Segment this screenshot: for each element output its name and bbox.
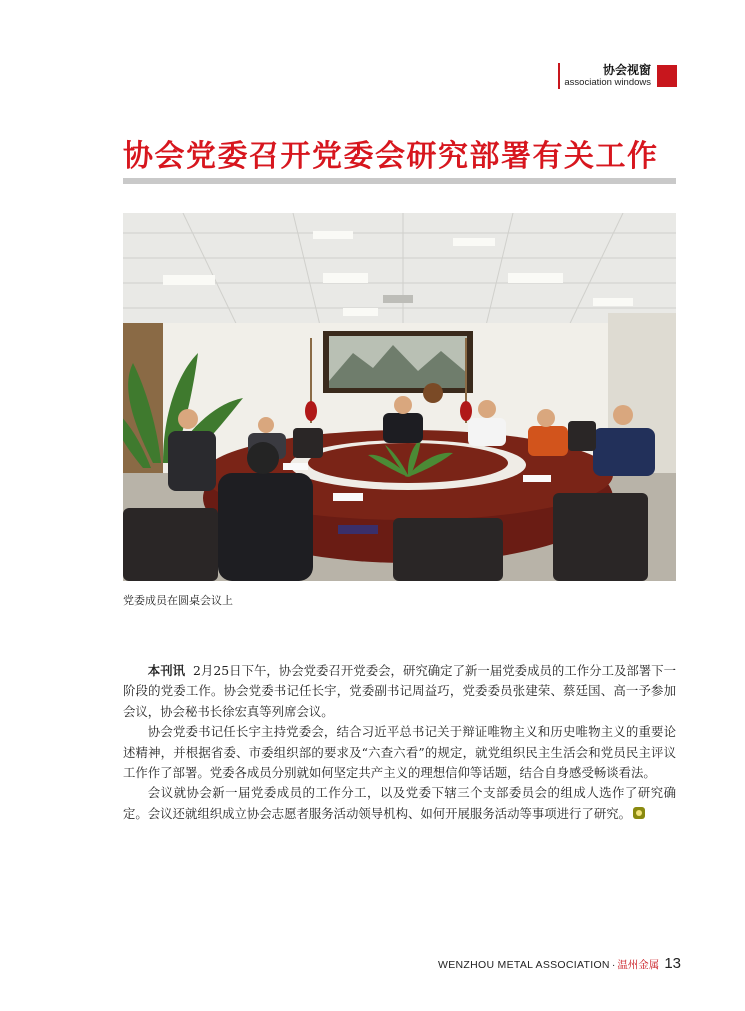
section-accent-square	[657, 65, 677, 87]
lead-label: 本刊讯	[147, 663, 186, 678]
section-header	[558, 63, 677, 89]
section-title-cn: 协会视窗	[602, 63, 651, 78]
section-header-text	[564, 63, 651, 89]
section-title-en: association windows	[564, 77, 651, 89]
footer-publication-cn: 温州金属	[617, 959, 660, 971]
paragraph-1	[123, 661, 676, 722]
article-body	[123, 661, 676, 824]
footer-separator: ·	[611, 959, 616, 971]
article-title: 协会党委召开党委会研究部署有关工作	[123, 139, 659, 174]
page-number: 13	[664, 955, 681, 972]
paragraph-3	[123, 783, 676, 824]
page-footer	[438, 955, 681, 972]
meeting-photo	[123, 213, 676, 581]
title-underline	[123, 178, 676, 184]
association-logo-icon	[633, 807, 645, 819]
footer-publication-en: WENZHOU METAL ASSOCIATION	[437, 959, 610, 971]
paragraph-1-text: 2月25日下午，协会党委召开党委会，研究确定了新一届党委成员的工作分工及部署下一阶段的党委工作。协会党委书记任长宇，党委副书记周益巧，党委委员张建荣、蔡廷国、高一予参加会议，协会秘书长徐宏真等列席会议。	[123, 663, 677, 719]
paragraph-2: 协会党委书记任长宇主持党委会，结合习近平总书记关于辩证唯物主义和历史唯物主义的重要论述精神，并根据省委、市委组织部的要求及“六查六看”的规定，就党组织民主生活会和党员民主评议工作作了部署。党委各成员分别就如何坚定共产主义的理想信仰等话题，结合自身感受畅谈看法。	[123, 724, 676, 781]
section-header-bar	[558, 63, 560, 89]
photo-caption: 党委成员在圆桌会议上	[123, 594, 233, 607]
paragraph-3-text: 会议就协会新一届党委成员的工作分工，以及党委下辖三个支部委员会的组成人选作了研究确定。会议还就组织成立协会志愿者服务活动领导机构、如何开展服务活动等事项进行了研究。	[123, 785, 676, 821]
